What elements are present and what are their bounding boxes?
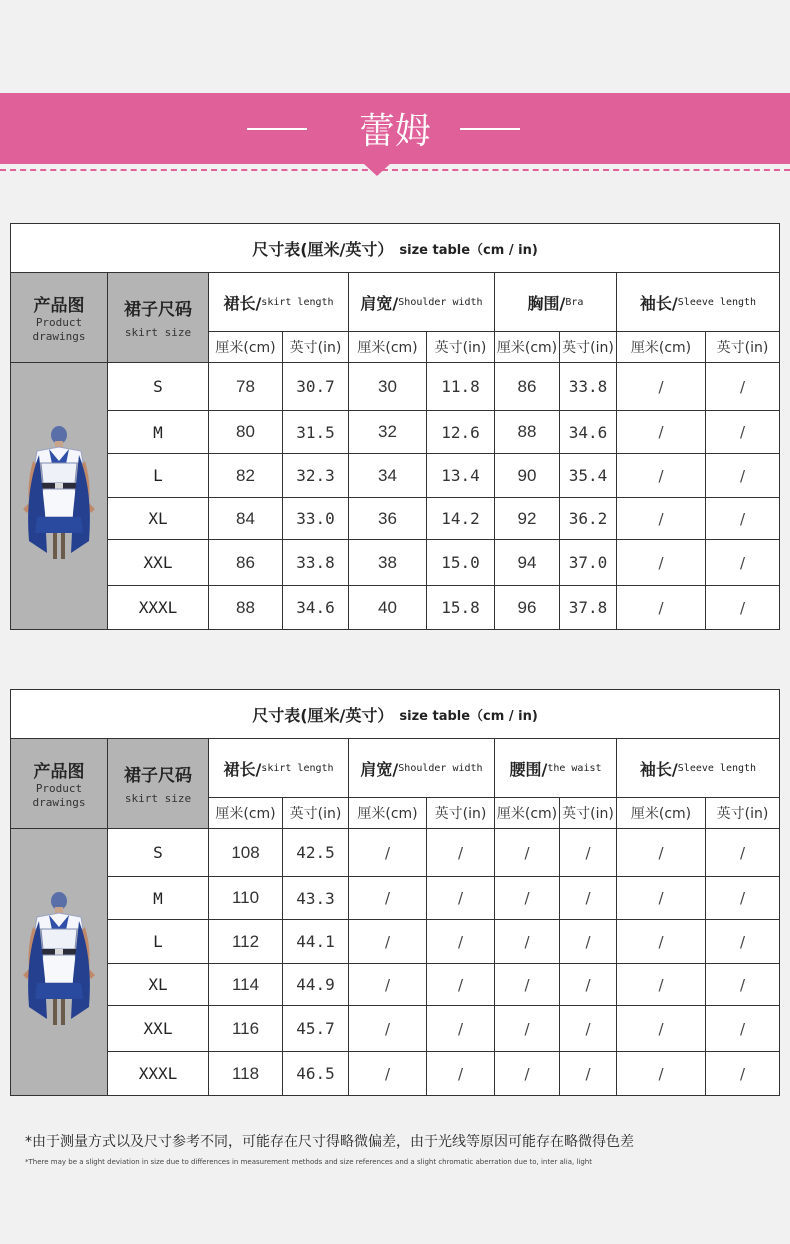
value-cell: / bbox=[495, 877, 560, 920]
size-cell: XXXL bbox=[108, 586, 209, 629]
value-cell: 82 bbox=[209, 454, 283, 498]
group-header-1 bbox=[349, 273, 495, 332]
size-cell: S bbox=[108, 363, 209, 411]
value-cell: 94 bbox=[495, 540, 560, 586]
value-cell: / bbox=[617, 454, 706, 498]
unit-header: 英寸(in) bbox=[283, 332, 349, 363]
value-cell: 36.2 bbox=[560, 498, 617, 540]
note-english: *There may be a slight deviation in size due to differences in measurement methods and size references and a slight chromatic aberration due to, inter alia, light bbox=[25, 1158, 592, 1166]
size-cell: M bbox=[108, 411, 209, 454]
value-cell: / bbox=[617, 498, 706, 540]
product-header-zh: 产品图 bbox=[33, 296, 85, 316]
value-cell: / bbox=[706, 498, 779, 540]
value-cell: 40 bbox=[349, 586, 427, 629]
value-cell: / bbox=[706, 964, 779, 1006]
size-cell: L bbox=[108, 454, 209, 498]
value-cell: 34 bbox=[349, 454, 427, 498]
size-header-en: skirt size bbox=[124, 326, 192, 339]
product-drawings-header bbox=[11, 273, 108, 363]
value-cell: / bbox=[495, 964, 560, 1006]
table-title bbox=[11, 224, 779, 273]
value-cell: / bbox=[617, 1052, 706, 1095]
unit-header: 厘米(cm) bbox=[349, 798, 427, 829]
value-cell: 33.0 bbox=[283, 498, 349, 540]
value-cell: 92 bbox=[495, 498, 560, 540]
unit-header: 英寸(in) bbox=[283, 798, 349, 829]
costume-figure-icon bbox=[19, 421, 99, 571]
value-cell: / bbox=[739, 1064, 746, 1083]
unit-header: 英寸(in) bbox=[706, 798, 779, 829]
group-header-2 bbox=[495, 739, 617, 798]
size-header-zh: 裙子尺码 bbox=[124, 766, 192, 786]
value-cell: 86 bbox=[209, 540, 283, 586]
size-header-en: skirt size bbox=[124, 792, 192, 805]
group-header-0 bbox=[209, 273, 349, 332]
group-header-zh: 裙长/ bbox=[223, 293, 262, 313]
costume-figure-icon bbox=[19, 887, 99, 1037]
value-cell: 37.8 bbox=[560, 586, 617, 629]
banner-title: 蕾姆 bbox=[358, 111, 431, 152]
group-header-zh: 袖长/ bbox=[639, 759, 678, 779]
size-table-1 bbox=[10, 223, 780, 630]
value-cell: / bbox=[349, 964, 427, 1006]
value-cell: / bbox=[706, 877, 779, 920]
value-cell: 30.7 bbox=[283, 363, 349, 411]
value-cell: / bbox=[427, 1006, 495, 1052]
value-cell: 33.8 bbox=[560, 363, 617, 411]
value-cell: 46.5 bbox=[283, 1052, 349, 1095]
product-drawings-header bbox=[11, 739, 108, 829]
size-header-zh: 裙子尺码 bbox=[124, 300, 192, 320]
value-cell: / bbox=[617, 920, 706, 964]
value-cell: / bbox=[495, 920, 560, 964]
banner-notch bbox=[364, 164, 390, 176]
size-cell: XXL bbox=[108, 1006, 209, 1052]
value-cell: / bbox=[427, 829, 495, 877]
value-cell: 96 bbox=[495, 586, 560, 629]
product-image bbox=[11, 363, 108, 629]
value-cell: / bbox=[617, 586, 706, 629]
value-cell: 35.4 bbox=[560, 454, 617, 498]
unit-header: 英寸(in) bbox=[560, 332, 617, 363]
value-cell: / bbox=[427, 920, 495, 964]
skirt-size-header bbox=[108, 739, 209, 829]
value-cell: / bbox=[560, 829, 617, 877]
unit-header: 厘米(cm) bbox=[209, 798, 283, 829]
value-cell: 88 bbox=[209, 586, 283, 629]
value-cell: 44.9 bbox=[283, 964, 349, 1006]
product-header-en-1: Product bbox=[35, 782, 83, 795]
size-cell: XL bbox=[108, 964, 209, 1006]
group-header-en: Shoulder width bbox=[398, 762, 483, 774]
group-header-zh: 腰围/ bbox=[509, 759, 548, 779]
group-header-zh: 肩宽/ bbox=[360, 293, 399, 313]
value-cell: 45.7 bbox=[283, 1006, 349, 1052]
value-cell: / bbox=[617, 1006, 706, 1052]
title-banner bbox=[0, 93, 790, 164]
value-cell: 13.4 bbox=[427, 454, 495, 498]
unit-header: 厘米(cm) bbox=[617, 798, 706, 829]
group-header-en: Sleeve length bbox=[677, 296, 757, 308]
group-header-en: Sleeve length bbox=[677, 762, 757, 774]
value-cell: / bbox=[349, 1052, 427, 1095]
value-cell: 112 bbox=[209, 920, 283, 964]
value-cell: 12.6 bbox=[427, 411, 495, 454]
size-cell: XXL bbox=[108, 540, 209, 586]
unit-header: 英寸(in) bbox=[706, 332, 779, 363]
value-cell: 31.5 bbox=[283, 411, 349, 454]
unit-header: 厘米(cm) bbox=[617, 332, 706, 363]
value-cell: 37.0 bbox=[560, 540, 617, 586]
size-cell: M bbox=[108, 877, 209, 920]
value-cell: / bbox=[739, 598, 746, 617]
value-cell: 90 bbox=[495, 454, 560, 498]
value-cell: / bbox=[617, 877, 706, 920]
value-cell: / bbox=[706, 829, 779, 877]
group-header-3 bbox=[617, 273, 779, 332]
value-cell: 80 bbox=[209, 411, 283, 454]
unit-header: 英寸(in) bbox=[427, 332, 495, 363]
table-title-zh: 尺寸表(厘米/英寸） bbox=[252, 239, 394, 259]
banner-dashed-divider bbox=[0, 169, 790, 171]
value-cell: 84 bbox=[209, 498, 283, 540]
value-cell: / bbox=[427, 877, 495, 920]
group-header-zh: 裙长/ bbox=[223, 759, 262, 779]
value-cell: / bbox=[560, 1052, 617, 1095]
group-header-en: Shoulder width bbox=[398, 296, 483, 308]
value-cell: 33.8 bbox=[283, 540, 349, 586]
value-cell: / bbox=[349, 920, 427, 964]
unit-header: 英寸(in) bbox=[427, 798, 495, 829]
value-cell: 15.8 bbox=[427, 586, 495, 629]
value-cell: 110 bbox=[209, 877, 283, 920]
value-cell: / bbox=[427, 964, 495, 1006]
group-header-en: skirt length bbox=[261, 296, 334, 308]
value-cell: 78 bbox=[209, 363, 283, 411]
value-cell: / bbox=[560, 877, 617, 920]
value-cell: 15.0 bbox=[427, 540, 495, 586]
value-cell: / bbox=[617, 363, 706, 411]
unit-header: 厘米(cm) bbox=[209, 332, 283, 363]
unit-header: 厘米(cm) bbox=[495, 798, 560, 829]
group-header-zh: 袖长/ bbox=[639, 293, 678, 313]
skirt-size-header bbox=[108, 273, 209, 363]
value-cell: 14.2 bbox=[427, 498, 495, 540]
value-cell: / bbox=[706, 454, 779, 498]
table-title-zh: 尺寸表(厘米/英寸） bbox=[252, 705, 394, 725]
unit-header: 厘米(cm) bbox=[349, 332, 427, 363]
value-cell: / bbox=[349, 1006, 427, 1052]
value-cell: / bbox=[617, 411, 706, 454]
product-header-en-2: drawings bbox=[32, 330, 86, 343]
product-header-zh: 产品图 bbox=[33, 762, 85, 782]
product-header-en-1: Product bbox=[35, 316, 83, 329]
value-cell: / bbox=[349, 877, 427, 920]
value-cell: 34.6 bbox=[283, 586, 349, 629]
size-cell: S bbox=[108, 829, 209, 877]
value-cell: 32 bbox=[349, 411, 427, 454]
value-cell: 38 bbox=[349, 540, 427, 586]
value-cell: / bbox=[706, 920, 779, 964]
group-header-0 bbox=[209, 739, 349, 798]
value-cell: 42.5 bbox=[283, 829, 349, 877]
value-cell: / bbox=[349, 829, 427, 877]
value-cell: 116 bbox=[209, 1006, 283, 1052]
value-cell: / bbox=[617, 964, 706, 1006]
banner-right-line bbox=[460, 128, 520, 130]
value-cell: / bbox=[495, 829, 560, 877]
value-cell: / bbox=[427, 1052, 495, 1095]
product-image bbox=[11, 829, 108, 1095]
product-header-en-2: drawings bbox=[32, 796, 86, 809]
value-cell: / bbox=[617, 540, 706, 586]
unit-header: 英寸(in) bbox=[560, 798, 617, 829]
group-header-3 bbox=[617, 739, 779, 798]
size-table-2 bbox=[10, 689, 780, 1096]
value-cell: / bbox=[560, 964, 617, 1006]
unit-header: 厘米(cm) bbox=[495, 332, 560, 363]
value-cell: / bbox=[495, 1052, 560, 1095]
group-header-en: skirt length bbox=[261, 762, 334, 774]
size-cell: L bbox=[108, 920, 209, 964]
table-title bbox=[11, 690, 779, 739]
value-cell: 114 bbox=[209, 964, 283, 1006]
group-header-1 bbox=[349, 739, 495, 798]
group-header-en: Bra bbox=[565, 296, 584, 308]
value-cell: 34.6 bbox=[560, 411, 617, 454]
group-header-zh: 肩宽/ bbox=[360, 759, 399, 779]
value-cell: 36 bbox=[349, 498, 427, 540]
value-cell: / bbox=[706, 363, 779, 411]
value-cell: 32.3 bbox=[283, 454, 349, 498]
value-cell: / bbox=[495, 1006, 560, 1052]
value-cell: 30 bbox=[349, 363, 427, 411]
value-cell: 118 bbox=[209, 1052, 283, 1095]
size-cell: XXXL bbox=[108, 1052, 209, 1095]
table-title-en: size table（cm / in) bbox=[399, 242, 538, 258]
value-cell: / bbox=[560, 920, 617, 964]
value-cell: / bbox=[617, 829, 706, 877]
group-header-en: the waist bbox=[547, 762, 602, 774]
value-cell: 11.8 bbox=[427, 363, 495, 411]
value-cell: / bbox=[706, 1006, 779, 1052]
value-cell: 44.1 bbox=[283, 920, 349, 964]
value-cell: / bbox=[560, 1006, 617, 1052]
value-cell: / bbox=[706, 540, 779, 586]
note-chinese: *由于测量方式以及尺寸参考不同，可能存在尺寸得略微偏差，由于光线等原因可能存在略微得色差 bbox=[25, 1134, 634, 1150]
size-cell: XL bbox=[108, 498, 209, 540]
group-header-2 bbox=[495, 273, 617, 332]
group-header-zh: 胸围/ bbox=[527, 293, 566, 313]
value-cell: 88 bbox=[495, 411, 560, 454]
value-cell: / bbox=[706, 411, 779, 454]
table-title-en: size table（cm / in) bbox=[399, 708, 538, 724]
value-cell: 86 bbox=[495, 363, 560, 411]
value-cell: 43.3 bbox=[283, 877, 349, 920]
value-cell: 108 bbox=[209, 829, 283, 877]
